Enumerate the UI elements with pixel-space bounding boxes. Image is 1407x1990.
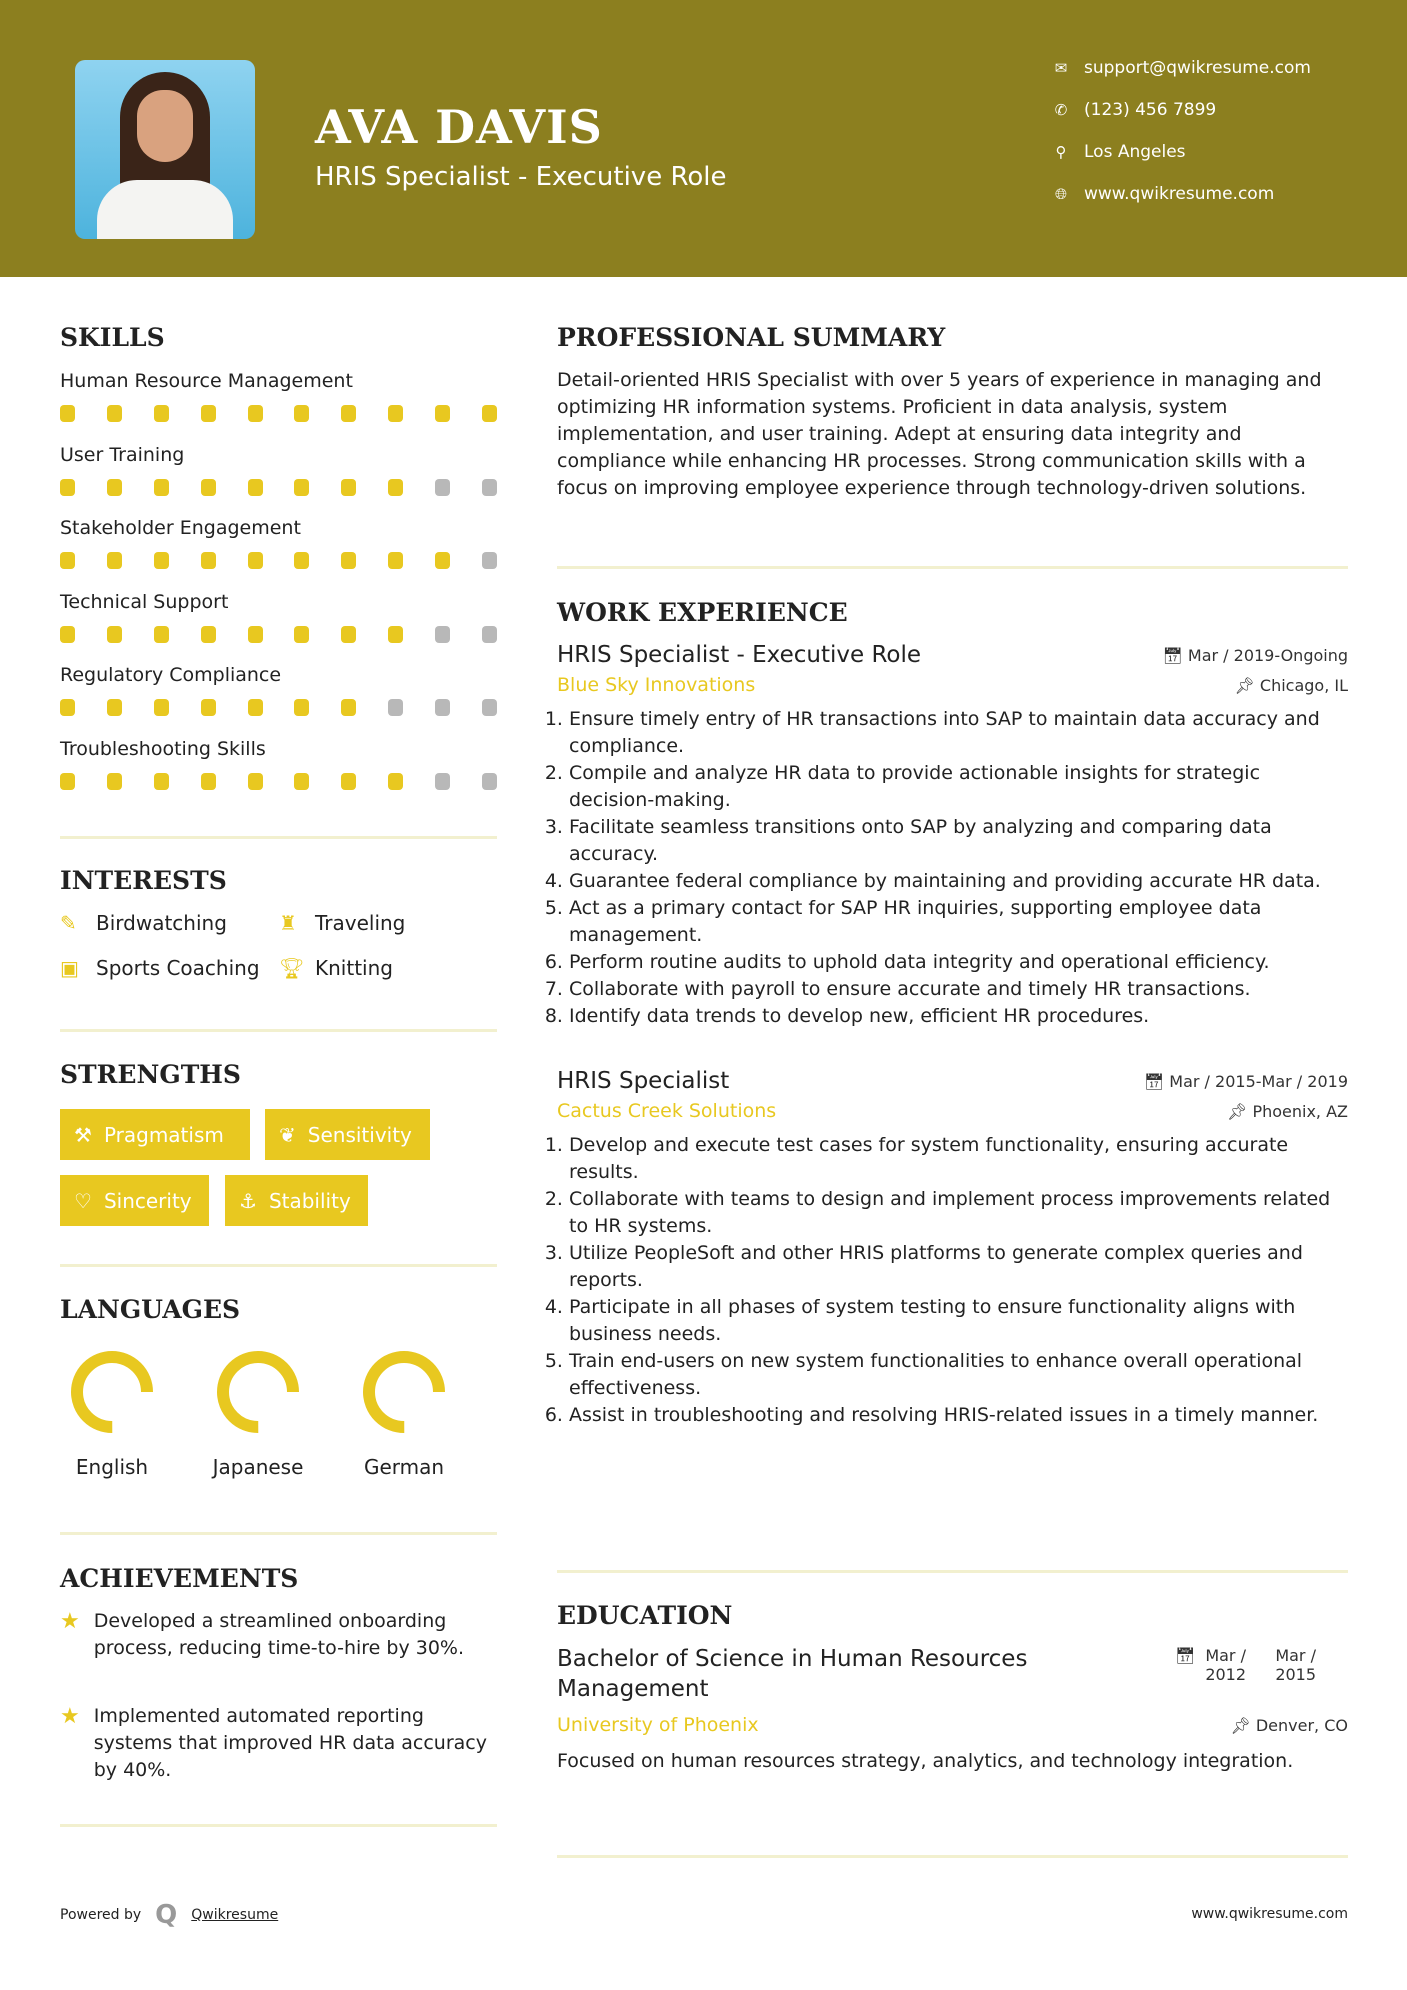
rating-dot-filled: [248, 405, 263, 422]
skill-label: Stakeholder Engagement: [60, 517, 301, 540]
rating-dot-filled: [60, 405, 75, 422]
strengths-heading: STRENGTHS: [60, 1060, 241, 1089]
rating-dot-filled: [107, 479, 122, 496]
skills-heading: SKILLS: [60, 323, 165, 352]
gavel-icon: ⚒: [74, 1122, 92, 1147]
strength-label: Sincerity: [103, 1188, 192, 1213]
interests-heading: INTERESTS: [60, 866, 227, 895]
job-entry: [557, 1068, 1348, 1429]
divider: [557, 1570, 1348, 1573]
powered-by-text: Powered by: [60, 1907, 142, 1923]
job-bullet: 2. Collaborate with teams to design and implement process improvements related to HR systems.: [569, 1186, 1348, 1240]
job-title: HRIS Specialist - Executive Role: [557, 642, 922, 668]
divider: [60, 1264, 497, 1267]
education-dates: [1175, 1646, 1335, 1684]
interest-item: [279, 956, 393, 980]
divider: [60, 1029, 497, 1032]
rating-dot-empty: [482, 552, 497, 569]
interest-label: Traveling: [315, 911, 406, 935]
interest-item: [60, 956, 260, 980]
rating-dot-filled: [294, 552, 309, 569]
location-text: Denver, CO: [1255, 1716, 1348, 1735]
rating-dot-empty: [388, 699, 403, 716]
rating-dot-filled: [294, 773, 309, 790]
achievement-text: Developed a streamlined onboarding process, reducing time-to-hire by 30%.: [93, 1610, 465, 1659]
divider: [60, 836, 497, 839]
binoculars-icon: ♜: [279, 911, 297, 935]
rating-dot-filled: [248, 699, 263, 716]
rating-dot-filled: [107, 405, 122, 422]
summary-text: Detail-oriented HRIS Specialist with over 5 years of experience in managing and optimizing HR information systems. Proficient in data analysis, system implementation, and user training. Adept at ensuring data integrity and compliance while enhancing HR processes. Strong communication skills with a focus on improving employee experience through technology-driven solutions.: [557, 369, 1322, 499]
candidate-name: AVA DAVIS: [315, 100, 603, 154]
rating-dot-filled: [60, 626, 75, 643]
rating-dot-filled: [341, 479, 356, 496]
rating-dot-empty: [435, 626, 450, 643]
job-bullets: [551, 706, 1348, 1030]
skill-label: Troubleshooting Skills: [60, 738, 266, 760]
languages-heading: LANGUAGES: [60, 1295, 241, 1324]
company-name: Cactus Creek Solutions: [557, 1100, 777, 1122]
date-text: Mar / 2015-Mar / 2019: [1169, 1071, 1348, 1091]
heart-icon: ♡: [74, 1188, 92, 1213]
rating-dot-filled: [341, 773, 356, 790]
location-text: Phoenix, AZ: [1252, 1101, 1348, 1121]
rating-dot-filled: [248, 479, 263, 496]
strength-label: Pragmatism: [103, 1122, 224, 1147]
skill-rating: [60, 699, 497, 716]
interest-label: Birdwatching: [96, 911, 227, 935]
contact-location: [1052, 142, 1186, 162]
envelope-icon: ✉: [1054, 59, 1068, 77]
phone-icon: ✆: [1054, 101, 1068, 119]
rating-dot-filled: [154, 552, 169, 569]
achievement-item: [60, 1703, 500, 1784]
skill-label: User Training: [60, 443, 185, 466]
leaf-icon: ❦: [279, 1122, 296, 1147]
rating-dot-filled: [60, 479, 75, 496]
rating-dot-filled: [294, 699, 309, 716]
calendar-icon: 📅︎: [1175, 1646, 1196, 1665]
skill-label: Human Resource Management: [60, 370, 353, 392]
rating-dot-empty: [482, 699, 497, 716]
pin-icon: 📌︎: [1234, 675, 1260, 695]
contact-website[interactable]: [1052, 184, 1274, 204]
job-bullet: 1. Develop and execute test cases for system functionality, ensuring accurate results.: [569, 1132, 1348, 1186]
skill-label: Regulatory Compliance: [60, 664, 282, 687]
rating-dot-filled: [154, 773, 169, 790]
rating-dot-empty: [482, 479, 497, 496]
job-bullet: 2. Compile and analyze HR data to provide actionable insights for strategic decision-making.: [569, 760, 1348, 814]
date-text: Mar / 2019-Ongoing: [1187, 645, 1348, 665]
rating-dot-filled: [107, 626, 122, 643]
divider: [557, 1855, 1348, 1858]
language-progress-ring: [203, 1345, 313, 1441]
job-bullet: 6. Assist in troubleshooting and resolving HRIS-related issues in a timely manner.: [569, 1402, 1348, 1429]
job-location: [1227, 1102, 1348, 1121]
contact-text: (123) 456 7899: [1084, 100, 1217, 120]
skill-label: Technical Support: [60, 590, 229, 613]
rating-dot-empty: [435, 773, 450, 790]
education-location: [1230, 1716, 1348, 1735]
rating-dot-filled: [201, 552, 216, 569]
rating-dot-filled: [435, 552, 450, 569]
trophy-icon: 🏆︎: [279, 956, 305, 980]
rating-dot-filled: [201, 699, 216, 716]
summary-heading: PROFESSIONAL SUMMARY: [557, 323, 946, 352]
job-dates: [1144, 1072, 1348, 1091]
divider: [60, 1824, 497, 1827]
contact-text: www.qwikresume.com: [1084, 184, 1275, 204]
globe-icon: 🌐︎: [1054, 185, 1067, 203]
job-bullet: 3. Utilize PeopleSoft and other HRIS platforms to generate complex queries and reports.: [569, 1240, 1348, 1294]
rating-dot-filled: [107, 773, 122, 790]
rating-dot-filled: [60, 773, 75, 790]
map-pin-icon: ⚲: [1055, 143, 1067, 161]
rating-dot-empty: [482, 626, 497, 643]
profile-photo: [75, 60, 255, 239]
rating-dot-filled: [154, 626, 169, 643]
rating-dot-filled: [388, 626, 403, 643]
language-item: [57, 1345, 167, 1479]
job-bullet: 5. Act as a primary contact for SAP HR inquiries, supporting employee data management.: [569, 895, 1348, 949]
achievement-item: [60, 1608, 500, 1662]
rating-dot-filled: [201, 405, 216, 422]
rating-dot-filled: [388, 552, 403, 569]
achievements-heading: ACHIEVEMENTS: [60, 1564, 299, 1593]
language-label: Japanese: [212, 1455, 304, 1479]
star-icon: ★: [60, 1609, 80, 1634]
star-icon: ★: [60, 1704, 80, 1729]
pin-icon: 📌︎: [1227, 1101, 1253, 1121]
contact-phone[interactable]: [1052, 100, 1216, 120]
strength-badge: [60, 1175, 209, 1226]
strength-label: Stability: [268, 1188, 351, 1213]
rating-dot-filled: [294, 479, 309, 496]
pin-icon: 📌︎: [1230, 1716, 1256, 1735]
strength-badge: [60, 1109, 250, 1160]
job-title: HRIS Specialist: [557, 1068, 730, 1094]
contact-text: support@qwikresume.com: [1084, 58, 1311, 78]
rating-dot-filled: [435, 405, 450, 422]
rating-dot-filled: [201, 773, 216, 790]
suitcase-icon: ▣: [60, 956, 79, 980]
school: University of Phoenix: [557, 1714, 759, 1736]
rating-dot-filled: [60, 552, 75, 569]
rating-dot-filled: [294, 405, 309, 422]
location-text: Chicago, IL: [1259, 675, 1348, 695]
strength-label: Sensitivity: [307, 1122, 412, 1147]
calendar-icon: 📅︎: [1143, 1071, 1170, 1091]
job-location: [1234, 676, 1348, 695]
rating-dot-filled: [482, 405, 497, 422]
job-bullets: [551, 1132, 1348, 1429]
calendar-icon: 📅︎: [1162, 645, 1188, 665]
candidate-title: HRIS Specialist - Executive Role: [315, 162, 727, 192]
rating-dot-filled: [107, 552, 122, 569]
rating-dot-filled: [248, 552, 263, 569]
rating-dot-filled: [294, 626, 309, 643]
skill-rating: [60, 773, 497, 790]
rating-dot-filled: [107, 699, 122, 716]
divider: [60, 1532, 497, 1535]
rating-dot-filled: [154, 699, 169, 716]
education-description: Focused on human resources strategy, analytics, and technology integration.: [557, 1750, 1294, 1772]
end-date: Mar / 2015: [1275, 1646, 1317, 1684]
job-bullet: 4. Guarantee federal compliance by maintaining and providing accurate HR data.: [569, 868, 1348, 895]
rating-dot-filled: [60, 699, 75, 716]
degree: Bachelor of Science in Human Resources Management: [557, 1646, 1028, 1702]
job-dates: [1162, 646, 1348, 665]
rating-dot-filled: [154, 479, 169, 496]
skill-rating: [60, 626, 497, 643]
job-entry: [557, 642, 1348, 1030]
strength-badge: [225, 1175, 368, 1226]
rating-dot-filled: [201, 626, 216, 643]
rating-dot-empty: [482, 773, 497, 790]
rating-dot-filled: [341, 626, 356, 643]
contact-email[interactable]: [1052, 58, 1311, 78]
pencil-square-icon: ✎: [60, 911, 77, 935]
rating-dot-filled: [341, 699, 356, 716]
footer-powered: [60, 1900, 278, 1930]
language-item: [203, 1345, 313, 1479]
language-item: [349, 1345, 459, 1479]
rating-dot-filled: [341, 405, 356, 422]
experience-heading: WORK EXPERIENCE: [557, 598, 848, 627]
rating-dot-filled: [388, 479, 403, 496]
job-bullet: 6. Perform routine audits to uphold data integrity and operational efficiency.: [569, 949, 1348, 976]
rating-dot-filled: [388, 405, 403, 422]
rating-dot-empty: [435, 699, 450, 716]
interest-label: Knitting: [315, 956, 393, 980]
language-progress-ring: [57, 1345, 167, 1441]
job-bullet: 4. Participate in all phases of system testing to ensure functionality aligns with business needs.: [569, 1294, 1348, 1348]
brand-link[interactable]: Qwikresume: [191, 1907, 279, 1923]
job-bullet: 7. Collaborate with payroll to ensure accurate and timely HR transactions.: [569, 976, 1348, 1003]
footer-website[interactable]: www.qwikresume.com: [1191, 1906, 1348, 1922]
job-bullet: 8. Identify data trends to develop new, efficient HR procedures.: [569, 1003, 1348, 1030]
rating-dot-filled: [248, 773, 263, 790]
job-bullet: 5. Train end-users on new system functionalities to enhance overall operational effectiveness.: [569, 1348, 1348, 1402]
interest-label: Sports Coaching: [96, 956, 260, 980]
jobs-list: [557, 642, 1348, 1429]
rating-dot-empty: [435, 479, 450, 496]
rating-dot-filled: [341, 552, 356, 569]
divider: [557, 566, 1348, 569]
language-label: English: [75, 1455, 149, 1479]
anchor-icon: ⚓: [239, 1188, 257, 1213]
qwikresume-logo-icon: Q: [155, 1900, 178, 1930]
interest-item: [279, 911, 405, 935]
education-heading: EDUCATION: [557, 1601, 733, 1630]
achievement-text: Implemented automated reporting systems that improved HR data accuracy by 40%.: [93, 1705, 487, 1781]
rating-dot-filled: [248, 626, 263, 643]
strength-badge: [265, 1109, 430, 1160]
interest-item: [60, 911, 227, 935]
start-date: Mar / 2012: [1205, 1646, 1247, 1684]
language-progress-ring: [349, 1345, 459, 1441]
rating-dot-filled: [388, 773, 403, 790]
rating-dot-filled: [201, 479, 216, 496]
rating-dot-filled: [154, 405, 169, 422]
job-bullet: 1. Ensure timely entry of HR transactions into SAP to maintain data accuracy and compliance.: [569, 706, 1348, 760]
job-bullet: 3. Facilitate seamless transitions onto SAP by analyzing and comparing data accuracy.: [569, 814, 1348, 868]
company-name: Blue Sky Innovations: [557, 674, 756, 696]
skill-rating: [60, 552, 497, 569]
contact-text: Los Angeles: [1084, 142, 1186, 162]
skill-rating: [60, 479, 497, 496]
skill-rating: [60, 405, 497, 422]
language-label: German: [363, 1455, 445, 1479]
